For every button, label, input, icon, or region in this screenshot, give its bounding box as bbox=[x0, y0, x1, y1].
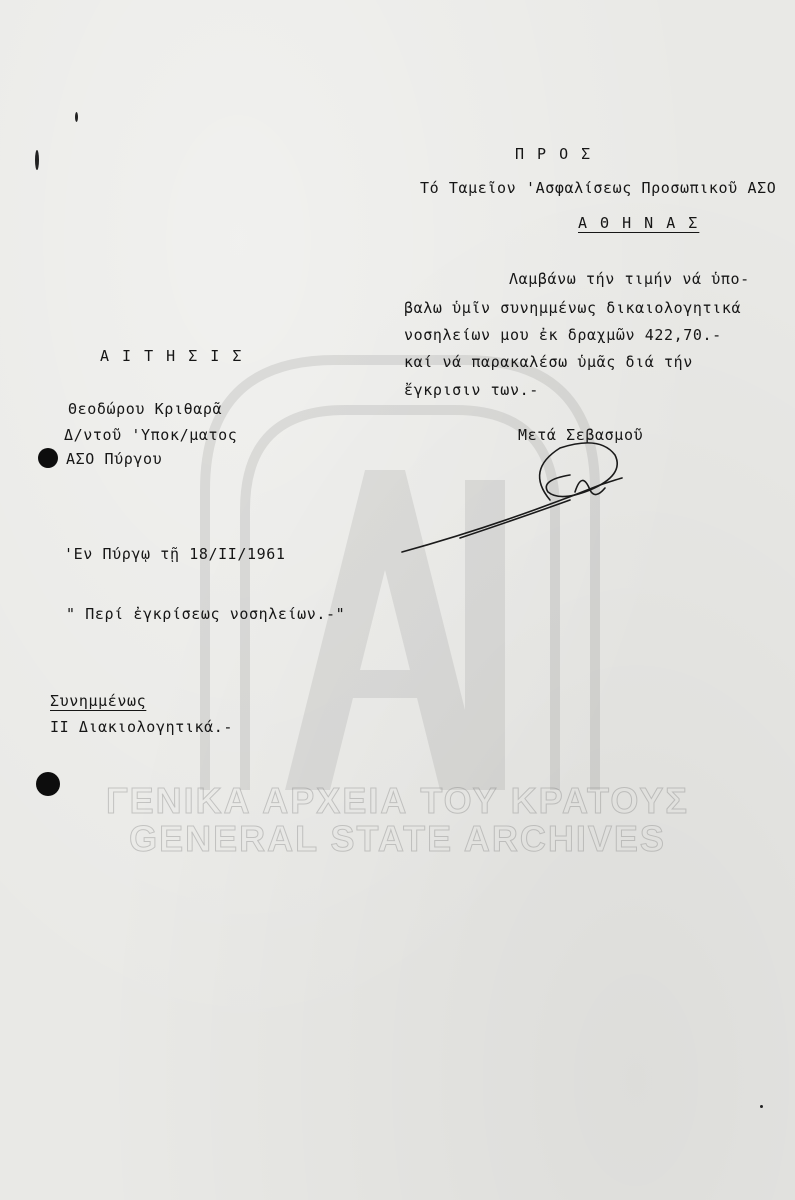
body-line-1: Λαμβάνω τήν τιμήν νά ὑπο- bbox=[509, 270, 750, 288]
recipient-line: Τό Ταμεῖον 'Ασφαλίσεως Προσωπικοῦ ΑΣΟ bbox=[420, 179, 777, 197]
archives-logo-watermark bbox=[165, 340, 635, 810]
attachments-value: ΙΙ Διακιολογητικά.- bbox=[50, 718, 233, 736]
document-date: 'Εν Πύργῳ τῇ 18/ΙΙ/1961 bbox=[64, 545, 286, 563]
sender-org: ΑΣΟ Πύργου bbox=[66, 450, 163, 468]
watermark-greek: ΓΕΝΙΚΑ ΑΡΧΕΙΑ ΤΟΥ ΚΡΑΤΟΥΣ bbox=[105, 780, 689, 821]
punch-hole-bottom bbox=[36, 772, 60, 796]
to-heading: Π Ρ Ο Σ bbox=[515, 145, 593, 163]
speck bbox=[760, 1105, 763, 1108]
body-line-5: ἔγκρισιν των.- bbox=[404, 381, 539, 399]
recipient-city: Α Θ Η Ν Α Σ bbox=[578, 214, 700, 232]
handwritten-signature bbox=[400, 430, 630, 570]
petition-title: Α Ι Τ Η Σ Ι Σ bbox=[100, 347, 244, 365]
document-subject: " Περί ἐγκρίσεως νοσηλείων.-" bbox=[66, 605, 346, 623]
speck bbox=[75, 112, 78, 122]
sender-role: Δ/ντοῦ 'Υποκ/ματος bbox=[64, 426, 238, 444]
body-line-2: βαλω ὑμῖν συνημμένως δικαιολογητικά bbox=[404, 299, 742, 317]
sender-name: Θεοδώρου Κριθαρᾶ bbox=[68, 400, 223, 418]
body-line-4: καί νά παρακαλέσω ὑμᾶς διά τήν bbox=[404, 353, 693, 371]
punch-hole-top bbox=[38, 448, 58, 468]
watermark-english: GENERAL STATE ARCHIVES bbox=[129, 818, 666, 859]
speck bbox=[35, 150, 39, 170]
closing-line: Μετά Σεβασμοῦ bbox=[518, 426, 644, 444]
attachments-label: Συνημμένως bbox=[50, 692, 147, 710]
body-line-3: νοσηλείων μου ἐκ δραχμῶν 422,70.- bbox=[404, 326, 722, 344]
